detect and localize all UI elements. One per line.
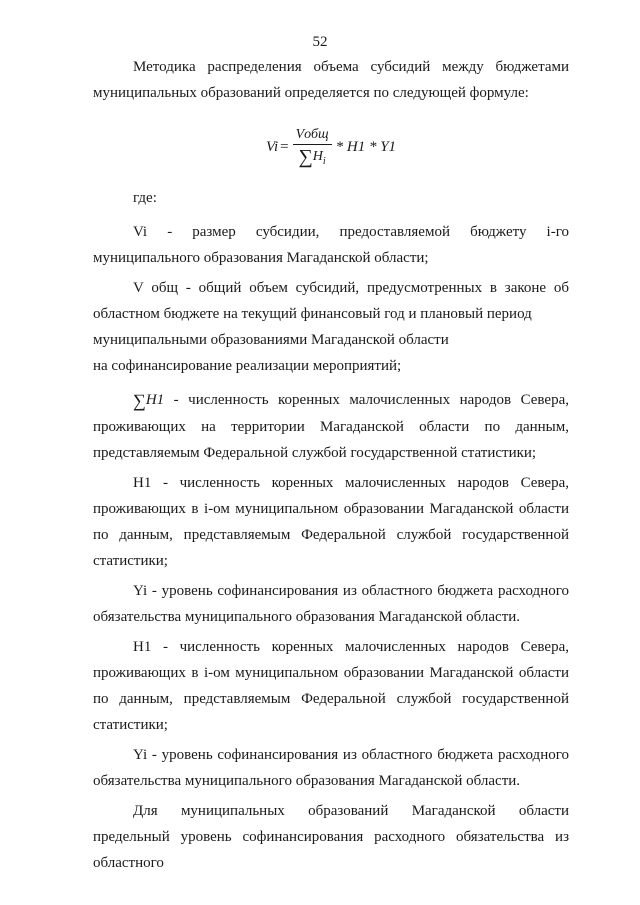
definition-h1-second: H1 - численность коренных малочисленных народов Севера, проживающих в i-ом муниципальном образовании Магаданской области по данным, представляемым Федеральной службой государственной статистики; [93, 638, 569, 733]
intro-paragraph: Методика распределения объема субсидий между бюджетами муниципальных образований определяется по следующей формуле: [93, 59, 569, 101]
definition-vobsh-part3: на софинансирование реализации мероприятий; [93, 358, 402, 375]
closing-paragraph: Для муниципальных образований Магаданской области предельный уровень софинансирования расходного обязательства из областного [93, 802, 569, 871]
sum-h1-var: H1 [145, 392, 165, 409]
formula-lhs: Vi [265, 139, 279, 155]
formula-denominator-var: H [312, 149, 323, 165]
where-label: где: [133, 190, 157, 207]
sigma-symbol: ∑ [298, 146, 313, 168]
subsidy-formula [93, 128, 569, 167]
definition-vi: Vi - размер субсидии, предоставляемой бюджету i-го муниципального образования Магаданской области; [93, 224, 569, 267]
formula-denominator [299, 145, 326, 167]
sum-h1-text: - численность коренных малочисленных народов Севера, проживающих на территории Магаданской области по данным, представляемым Федеральной службой государственной статистики; [93, 392, 569, 461]
sum-sigma-icon: ∑ [133, 390, 146, 411]
formula-denominator-sub: i [322, 156, 326, 168]
definition-yi-first: Yi - уровень софинансирования из областного бюджета расходного обязательства муниципального образования Магаданской области. [93, 582, 569, 625]
formula-equals: = [280, 139, 289, 155]
document-body [93, 54, 569, 876]
sum-h1-symbol [133, 390, 165, 411]
definition-h1-first: H1 - численность коренных малочисленных народов Севера, проживающих в i-ом муниципальном образовании Магаданской области по данным, представляемым Федеральной службой государственной статистики; [93, 474, 569, 569]
formula-fraction [293, 128, 332, 167]
definition-sum-h1 [93, 387, 569, 466]
page-number: 52 [312, 34, 328, 50]
formula-numerator: Vобщ [293, 128, 332, 145]
definition-vobsh-part2: муниципальными образованиями Магаданской области [93, 332, 449, 349]
definition-vobsh-part1: V общ - общий объем субсидий, предусмотренных в законе об областном бюджете на текущий финансовый год и плановый период [93, 280, 569, 323]
formula-tail: * H1 * Y1 [335, 139, 397, 155]
definition-yi-second: Yi - уровень софинансирования из областного бюджета расходного обязательства муниципального образования Магаданской области. [93, 746, 569, 789]
